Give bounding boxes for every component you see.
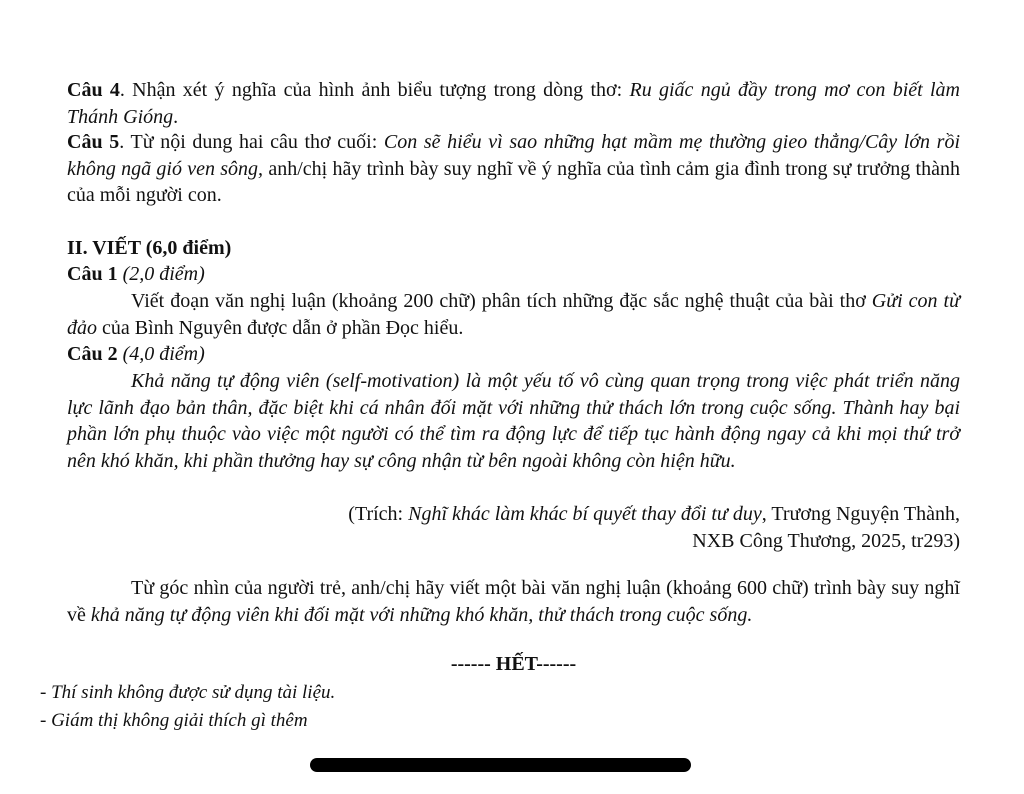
citation: (Trích: Nghĩ khác làm khác bí quyết thay đổi tư duy, Trương Nguyện Thành, NXB Công Thương, 2025, tr293) xyxy=(348,503,960,552)
cau-1-heading: Câu 1 (2,0 điểm) xyxy=(67,263,205,285)
note-1: - Thí sinh không được sử dụng tài liệu. xyxy=(40,682,336,703)
cau-1-prompt: Viết đoạn văn nghị luận (khoảng 200 chữ) phân tích những đặc sắc nghệ thuật của bài thơ Gửi con từ đảo của Bình Nguyên được dẫn ở phần Đọc hiểu. xyxy=(67,290,960,339)
cau-2-task: Từ góc nhìn của người trẻ, anh/chị hãy viết một bài văn nghị luận (khoảng 600 chữ) trình bày suy nghĩ về khả năng tự động viên khi đối mặt với những khó khăn, thử thách trong cuộc sống. xyxy=(67,577,960,626)
question-5: Câu 5. Từ nội dung hai câu thơ cuối: Con sẽ hiểu vì sao những hạt mầm mẹ thường gieo thẳng/Cây lớn rồi không ngã gió ven sông, anh/chị hãy trình bày suy nghĩ về ý nghĩa của tình cảm gia đình trong sự trưởng thành của mỗi người con. xyxy=(67,131,961,206)
section-title: II. VIẾT (6,0 điểm) xyxy=(67,237,232,259)
note-2: - Giám thị không giải thích gì thêm xyxy=(40,710,308,731)
home-indicator[interactable] xyxy=(310,758,691,772)
cau-2-quote: Khả năng tự động viên (self-motivation) là một yếu tố vô cùng quan trọng trong việc phát triển năng lực lãnh đạo bản thân, đặc biệt khi cá nhân đối mặt với những thử thách lớn trong cuộc sống. Thành hay bại phần lớn phụ thuộc vào việc một người có thể tìm ra động lực để tiếp tục hành động ngay cả khi mọi thứ trở nên khó khăn, khi phần thưởng hay sự công nhận từ bên ngoài không còn hiện hữu. xyxy=(67,370,960,472)
question-4: Câu 4. Nhận xét ý nghĩa của hình ảnh biểu tượng trong dòng thơ: Ru giấc ngủ đầy trong mơ con biết làm Thánh Gióng. xyxy=(67,79,961,128)
cau-2-heading: Câu 2 (4,0 điểm) xyxy=(67,343,205,365)
end-marker: ------ HẾT------ xyxy=(450,653,577,675)
